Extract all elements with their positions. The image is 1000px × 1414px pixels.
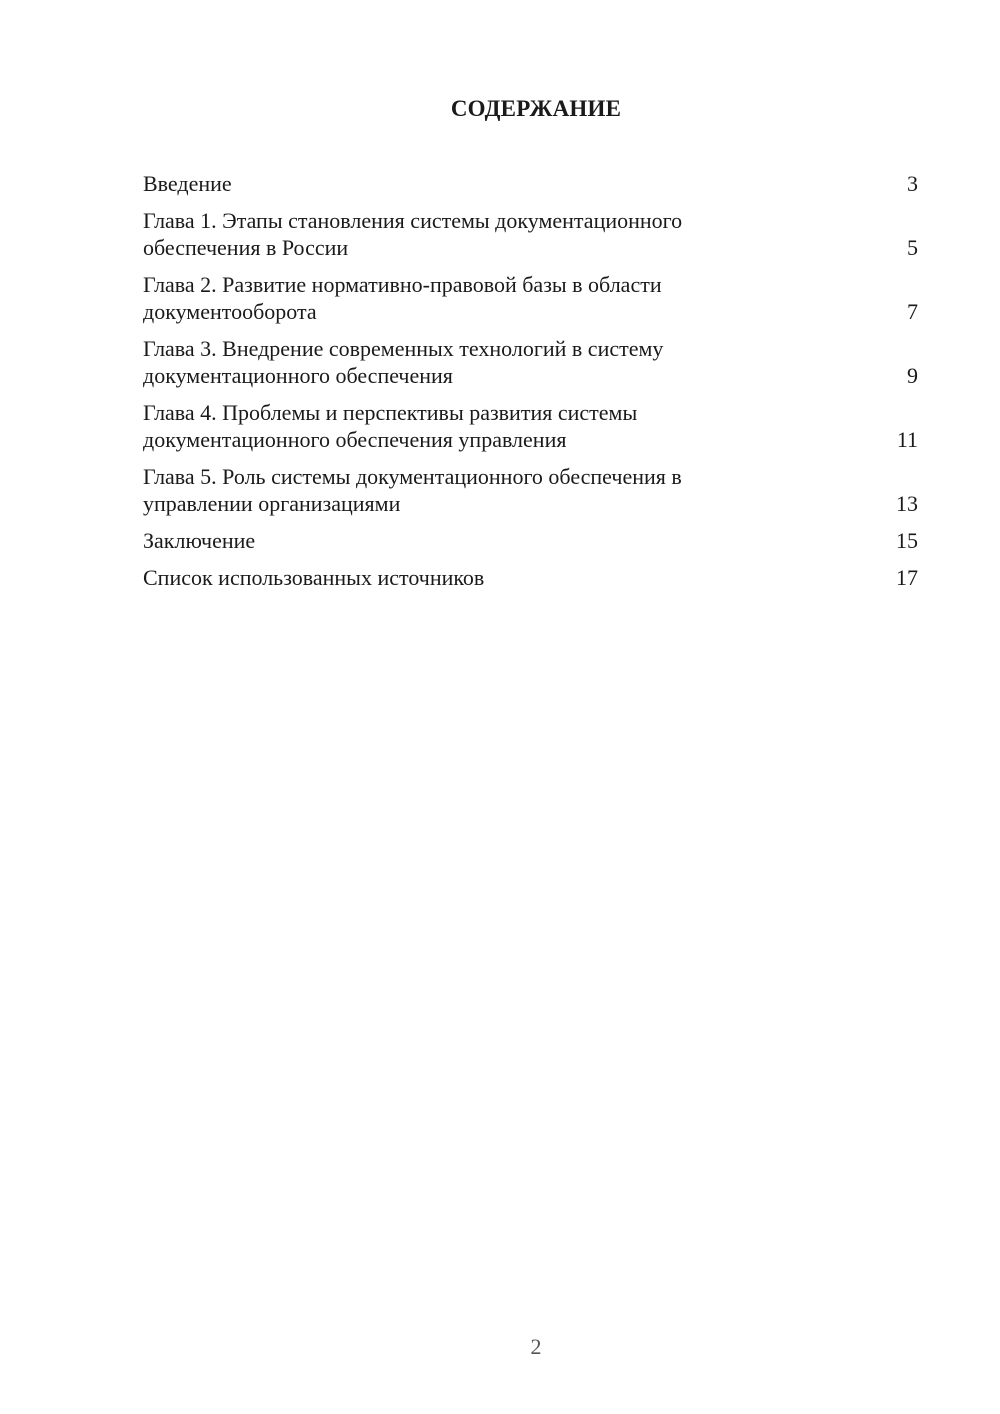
toc-entry-conclusion[interactable] xyxy=(143,527,918,554)
toc-entry-page: 3 xyxy=(907,171,918,196)
toc-entry-title: Введение xyxy=(143,171,232,196)
toc-entry-chapter-2[interactable] xyxy=(143,271,918,325)
toc-entry-references[interactable] xyxy=(143,564,918,591)
toc-entry-title: Глава 4. Проблемы и перспективы развития системы документационного обеспечения управления xyxy=(143,400,638,452)
toc-entry-page: 7 xyxy=(907,299,918,324)
toc-entry-page: 13 xyxy=(896,491,918,516)
toc-entry-title: Список использованных источников xyxy=(143,565,485,590)
toc-entry-chapter-1[interactable] xyxy=(143,207,918,261)
page-title: СОДЕРЖАНИЕ xyxy=(450,96,622,121)
toc-entry-introduction[interactable] xyxy=(143,170,918,197)
page-number: 2 xyxy=(530,1334,542,1359)
toc-entry-chapter-3[interactable] xyxy=(143,335,918,389)
toc-entry-page: 15 xyxy=(896,528,918,553)
toc-entry-title: Заключение xyxy=(143,528,256,553)
table-of-contents xyxy=(143,170,918,601)
toc-entry-title: Глава 2. Развитие нормативно-правовой базы в области документооборота xyxy=(143,272,662,324)
toc-entry-page: 17 xyxy=(896,565,918,590)
toc-entry-title: Глава 3. Внедрение современных технологий в систему документационного обеспечения xyxy=(143,336,664,388)
toc-entry-title: Глава 5. Роль системы документационного обеспечения в управлении организациями xyxy=(143,464,682,516)
toc-entry-page: 9 xyxy=(907,363,918,388)
toc-entry-title: Глава 1. Этапы становления системы документационного обеспечения в России xyxy=(143,208,683,260)
toc-entry-chapter-4[interactable] xyxy=(143,399,918,453)
toc-entry-chapter-5[interactable] xyxy=(143,463,918,517)
toc-entry-page: 5 xyxy=(907,235,918,260)
toc-entry-page: 11 xyxy=(896,427,918,452)
